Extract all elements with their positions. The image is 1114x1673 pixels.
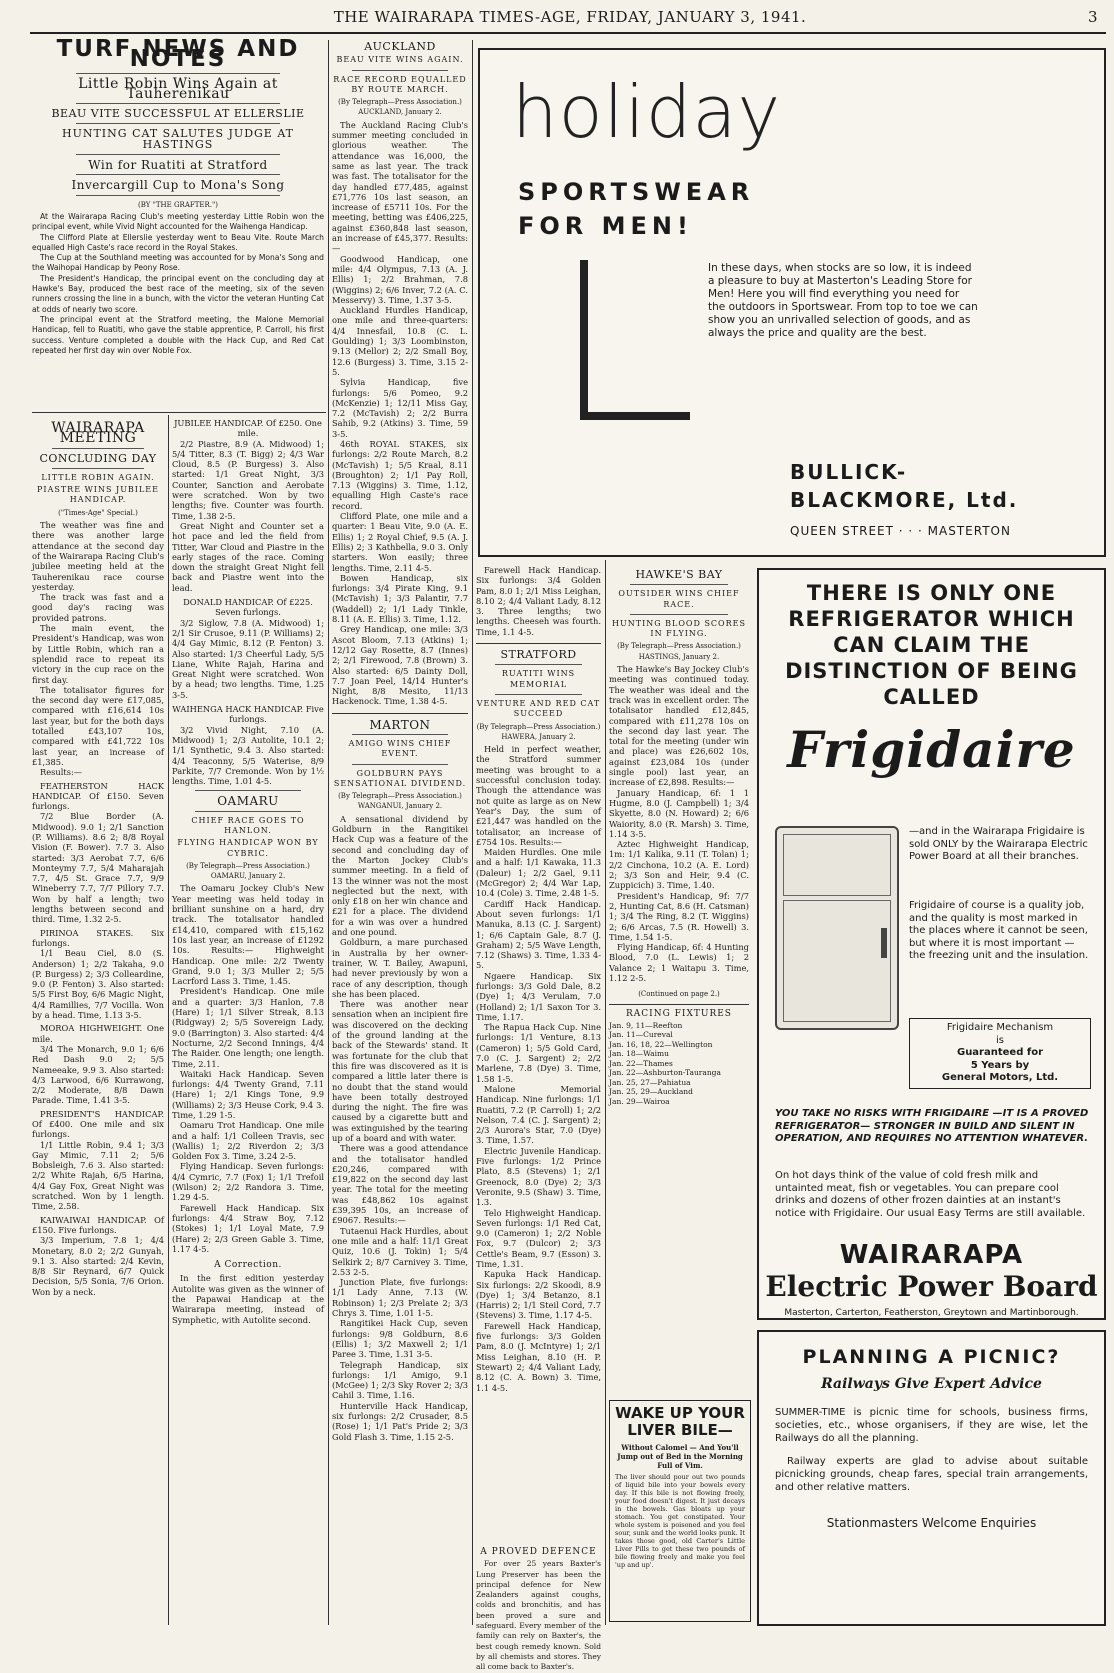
race-result: 46th ROYAL STAKES, six furlongs: 2/2 Route March, 8.2 (McTavish) 1; 5/5 Kraal, 8.11 (Broughton) 2; 1/1 Pay Roll, 7.13 (Wiggins) 3. Time, 1.12, equalling High Caste's race record. xyxy=(332,438,468,511)
race-heading: DONALD HANDICAP. Of £225. Seven furlongs. xyxy=(183,597,313,618)
fixture-item: Jan. 25, 29—Auckland xyxy=(609,1087,693,1097)
correction-text: In the first edition yesterday Autolite was given as the winner of the Papawai Handicap at the Wairarapa meeting, instead of Symphetic, with Autolite second. xyxy=(172,1273,324,1325)
column-rule xyxy=(605,560,606,1625)
race-result: 1/1 Little Robin, 9.4 1; 3/3 Gay Mimic, 7.11 2; 5/6 Bobsleigh, 7.6 3. Also started: 2/2 White Rajah, 6/5 Harina, 4/4 Gay Fox, Great Night was scratched. Won by 1 length. Time, 2.58. xyxy=(32,1139,164,1212)
divider xyxy=(195,811,301,812)
door-handle xyxy=(881,928,887,958)
article-byline: (By Telegraph—Press Association.) HASTINGS, January 2. xyxy=(617,642,741,661)
ad-body: In these days, when stocks are so low, it is indeed a pleasure to buy at Masterton's Leading Store for Men! Here you will find everything you need for the outdoors in Sportswear. From top to toe we can show you an unrivalled selection of goods, and as always the price and quality are the best. xyxy=(708,262,978,339)
ad-headline: PLANNING A PICNIC? xyxy=(802,1346,1061,1368)
race-result: Malone Memorial Handicap. Nine furlongs: 1/1 Ruatiti, 7.2 (P. Carroll) 1; 2/2 Nelson, 7.4 (C. J. Sargent) 2; 2/3 Aurora's Star, 7.0 (Dye) 3. Time, 1.57. xyxy=(476,1083,601,1146)
guarantee-line: Frigidaire Mechanism xyxy=(946,1022,1054,1033)
race-result: Farewell Hack Handicap. Six furlongs: 4/4 Straw Boy, 7.12 (Stokes) 1; 1/1 Loyal Mate, 7.9 (Hare) 2; 2/3 Green Gable 3. Time, 1.17 4-5. xyxy=(172,1202,324,1254)
turf-title: TURF NEWS AND NOTES xyxy=(56,36,300,73)
race-result: Great Night and Counter set a hot pace and led the field from Titter, War Cloud and Piastre in the early stages of the race. Coming down the straight Great Night fell back and Piastre went into the lead. xyxy=(172,520,324,593)
article-byline: ("Times-Age" Special.) xyxy=(58,508,138,517)
guarantee-box xyxy=(909,1018,1091,1089)
fixtures-list xyxy=(609,1021,749,1107)
article-para: The Oamaru Jockey Club's New Year meeting was held today in brilliant sunshine on a hard, dry track. The totalisator handled £14,410, compared with £15,162 10s last year, an increase of £1292 10s. Results:— Highweight Handicap. One mile: 2/2 Twenty Grand, 9.0 1; 3/3 Muller 2; 5/5 Lacrford Lass 3. Time, 1.45. xyxy=(172,883,324,987)
divider xyxy=(52,448,144,449)
fixture-item: Jan. 16, 18, 22—Wellington xyxy=(609,1039,713,1049)
masthead xyxy=(30,8,1110,34)
ad-line-1: SPORTSWEAR xyxy=(518,178,755,206)
article-para: There was another near sensation when an incipient fire was discovered on the decking of the ground landing at the back of the Stewards' stand. It was fortunate for the club that this fire was discovered as it is compared a little later there is no doubt that the stand would have been totally destroyed during the night. The fire was caused by a cigarette butt and was extinguished by the tearing up of a board and with water. xyxy=(332,999,468,1143)
ad-footer: Stationmasters Welcome Enquiries xyxy=(826,1516,1037,1530)
holiday-sportswear-ad xyxy=(478,48,1106,557)
fixture-item: Jan. 11—Cureval xyxy=(609,1030,673,1040)
guarantee-line: is xyxy=(996,1034,1004,1046)
continued-note: (Continued on page 2.) xyxy=(638,990,720,999)
ad-para: Railway experts are glad to advise about suitable picnicking grounds, cheap fares, special train arrangements, and other relative matters. xyxy=(775,1456,1088,1493)
ad-headline: THERE IS ONLY ONE REFRIGERATOR WHICH CAN CLAIM THE DISTINCTION OF BEING CALLED xyxy=(785,581,1078,709)
race-result: Telo Highweight Handicap. Seven furlongs: 1/1 Red Cat, 9.0 (Cameron) 1; 2/2 Noble Fox, 9.7 (Dulcor) 2; 3/3 Cettle's Beam, 9.7 (Esson) 3. Time, 1.31. xyxy=(476,1207,601,1269)
divider xyxy=(52,468,144,469)
frigidaire-ad xyxy=(757,568,1106,1320)
turf-para: The Cup at the Southland meeting was accounted for by Mona's Song and the Waihopai Handicap by Peony Rose. xyxy=(32,253,324,273)
race-result: Bowen Handicap, six furlongs: 3/4 Pirate King, 9.1 (McTavish) 1; 3/3 Palantir, 7.7 (Waddell) 2; 1/1 Lady Tinkle, 8.11 (A. E. Ellis) 3. Time, 1.12. xyxy=(332,572,468,625)
race-result: Flying Handicap. Seven furlongs: 4/4 Cymric, 7.7 (Fox) 1; 1/1 Trefoil (Wilson) 2; 2/2 Randora 3. Time, 1.29 4-5. xyxy=(172,1161,324,1203)
guarantee-line: General Motors, Ltd. xyxy=(941,1072,1059,1083)
article-subhead: FLYING HANDICAP WON BY CYBRIC. xyxy=(177,838,319,858)
article-subhead: VENTURE AND RED CAT SUCCEED xyxy=(476,698,601,719)
race-result: 2/2 Piastre, 8.9 (A. Midwood) 1; 5/4 Titter, 8.3 (T. Bigg) 2; 4/3 War Cloud, 8.5 (P. Burgess) 3. Also started: 1/1 Great Night, 3/3 Counter, Sanction and Aerobate were scratched. Won by two lengths; five. Counter was fourth. Time, 1.38 2-5. xyxy=(172,438,324,521)
article-subhead: OUTSIDER WINS CHIEF RACE. xyxy=(618,589,740,609)
correction-title: A Correction. xyxy=(214,1260,282,1271)
article-para: For over 25 years Baxter's Lung Preserver has been the principal defence for New Zealanders against coughs, colds and bronchitis, and has been proved a sure and safeguard. Every member of the family can rely on Baxter's, the best cough remedy known. Sold by all chemists and stores. They all come back to Baxter's. xyxy=(476,1559,601,1672)
ad-para: —and in the Wairarapa Frigidaire is sold ONLY by the Wairarapa Electric Power Board at all their branches. xyxy=(909,826,1088,862)
turf-para: The President's Handicap, the principal event on the concluding day at Hawke's Bay, produced the best race of the meeting, six of the seven runners crossing the line in a bunch, with the victor the veteran Hunting Cat at odds of nearly two score. xyxy=(32,273,324,314)
divider xyxy=(76,103,280,104)
divider xyxy=(352,734,447,735)
race-result: President's Handicap, 9f: 7/7 2, Hunting Cat, 8.6 (H. Catsman) 1; 3/4 The Ring, 8.2 (T. Wiggins) 2; 6/6 Arcas, 7.5 (R. Howell) 3. Time, 1.54 1-5. xyxy=(609,890,749,942)
divider xyxy=(352,764,447,765)
race-result: President's Handicap. One mile and a quarter: 3/3 Hanlon, 7.8 (Hare) 1; 1/1 Silver Streak, 8.13 (Ridgway) 2; 5/5 Sovereign Lady, 9.0 (Barrington) 3. Also started: 4/4 Nocturne, 2/2 Second Innings, 4/4 The Raider. One length; one length. Time, 2.11. xyxy=(172,986,324,1069)
race-result: 3/2 Vivid Night, 7.10 (A. Midwood) 1; 2/3 Autolite, 10.1 2; 1/1 Synthetic, 9.4 3. Also started: 4/4 Teaconny, 5/5 Waterise, 8/9 Parkite, 7/7 Cremonde. Won by 1½ lengths. Time, 1.01 4-5. xyxy=(172,724,324,787)
race-result: 3/2 Siglow, 7.8 (A. Midwood) 1; 2/1 Sir Crusoe, 9.11 (P. Williams) 2; 4/4 Gay Mimic, 8.12 (P. Fenton) 3. Also started: 1/3 Cheerful Lady, 5/5 Liane, White Rajah, Harina and Great Night were scratched. Won by a head; two lengths. Time, 1.25 3-5. xyxy=(172,617,324,700)
race-result: 3/3 Imperium, 7.8 1; 4/4 Monetary, 8.0 2; 2/2 Gunyah, 9.1 3. Also started: 2/4 Kevin, 8/8 Sir Reynard, 6/7 Quick Decision, 5/5 Sonia, 7/6 Orion. Won by a neck. xyxy=(32,1235,164,1297)
divider xyxy=(630,614,728,615)
ad-body: The liver should pour out two pounds of liquid bile into your bowels every day. If this bile is not flowing freely, your food doesn't digest. It just decays in the bowels. Gas bloats up your stomach. You get constipated. Your whole system is poisoned and you feel sour, sunk and the world looks punk. It takes those good, old Carter's Little Liver Pills to get these two pounds of bile flowing freely and make you feel 'up and up'. xyxy=(615,1473,745,1569)
race-result: Farewell Hack Handicap. Six furlongs: 3/4 Golden Pam, 8.0 1; 2/1 Miss Leighan, 8.10 2; 4/4 Valiant Lady, 8.12 3. Three lengths; two lengths. Cheeseh was fourth. Time, 1.1 4-5. xyxy=(476,565,601,637)
race-result: Grey Handicap, one mile: 3/3 Ascot Bloom, 7.13 (Atkins) 1; 12/12 Gay Rosette, 8.7 (Innes) 2; 2/1 Firewood, 7.8 (Brown) 3. Also started: 6/5 Dainty Doll, 7.7 Joan Peel, 14/14 Hunter's Night, 8/8 Mesito, 11/13 Hackenock. Time, 1.38 4-5. xyxy=(332,624,468,707)
divider xyxy=(32,412,326,413)
ad-bracket-bar xyxy=(580,260,588,420)
ad-headline: WAKE UP YOUR LIVER BILE— xyxy=(615,1404,745,1439)
race-heading: FEATHERSTON HACK HANDICAP. Of £150. Seven furlongs. xyxy=(32,780,164,812)
turf-headline-2: BEAU VITE SUCCESSFUL AT ELLERSLIE xyxy=(51,107,305,121)
divider xyxy=(76,174,280,175)
frigidaire-logo: Frigidaire xyxy=(787,720,1076,779)
fridge-compartment xyxy=(783,900,891,1022)
race-result: The Rapua Hack Cup. Nine furlongs: 1/1 Venture, 8.13 (Cameron) 1; 5/5 Gold Card, 7.0 (C. J. Sargent) 2; 2/2 Marlene, 7.8 (Dye) 3. Time, 1.58 1-5. xyxy=(476,1022,601,1084)
article-para: The weather was fine and there was another large attendance at the second day of the Wairarapa Racing Club's jubilee meeting held at the Tauherenikau race course yesterday. xyxy=(32,520,164,592)
stratford-column xyxy=(476,565,601,1625)
article-para: The totalisator figures for the second day were £17,085, compared with £16,614 10s last year, but for the both days totalled £43,107 10s, compared with £41,722 10s last year, an increase of £1,385. xyxy=(32,684,164,767)
fixtures-title: RACING FIXTURES xyxy=(626,1008,732,1019)
divider xyxy=(195,790,301,791)
article-byline: (By Telegraph—Press Association.) HAWERA, January 2. xyxy=(476,722,601,741)
article-title: AUCKLAND xyxy=(364,40,436,53)
race-result: Farewell Hack Handicap, five furlongs: 3/3 Golden Pam, 8.0 (J. McIntyre) 1; 2/1 Miss Leighan, 8.10 (H. P. Stewart) 2; 4/4 Valiant Lady, 8.12 (C. A. Bown) 3. Time, 1.1 4-5. xyxy=(476,1320,601,1393)
article-subhead: RUATITI WINS MEMORIAL xyxy=(501,669,576,689)
divider xyxy=(495,694,583,695)
board-name-2: Electric Power Board xyxy=(765,1270,1098,1303)
race-result: Tutaenui Hack Hurdles, about one mile and a half: 11/1 Great Quiz, 10.6 (J. Tokin) 1; 5/4 Selkirk 2; 8/7 Carnivey 3. Time, 2.53 2-5. xyxy=(332,1225,468,1277)
turf-para: At the Wairarapa Racing Club's meeting yesterday Little Robin won the principal event, while Vivid Night accounted for the Waihenga Handicap. xyxy=(32,211,324,232)
article-title: STRATFORD xyxy=(500,648,577,662)
wairarapa-meeting-article xyxy=(32,418,164,1623)
article-subhead: RACE RECORD EQUALLED BY ROUTE MARCH. xyxy=(333,74,467,94)
ad-line-2: FOR MEN! xyxy=(518,212,693,240)
article-byline: (By Telegraph—Press Association.) OAMARU, January 2. xyxy=(186,861,310,881)
ad-subhead: Railways Give Expert Advice xyxy=(821,1376,1042,1392)
article-subhead: GOLDBURN PAYS SENSATIONAL DIVIDEND. xyxy=(333,768,467,788)
turf-headline-5: Invercargill Cup to Mona's Song xyxy=(71,178,285,193)
article-subhead: CHIEF RACE GOES TO HANLON. xyxy=(191,815,305,835)
guarantee-line: Guaranteed for xyxy=(956,1047,1043,1058)
race-result: Maiden Hurdles. One mile and a half: 1/1 Kawaka, 11.3 (Daleur) 1; 2/2 Gael, 9.11 (McGregor) 2; 4/4 War Lap, 10.4 (Cole) 3. Time, 2.48 1-5. xyxy=(476,847,601,899)
race-result: Telegraph Handicap, six furlongs: 1/1 Amigo, 9.1 (McGee) 1; 2/3 Sky Rover 2; 3/3 Cahil 3. Time, 1.16. xyxy=(332,1359,468,1401)
divider xyxy=(76,123,280,124)
ad-subhead: Without Calomel — And You'll Jump out of Bed in the Morning Full of Vim. xyxy=(617,1443,743,1470)
proved-defence-article xyxy=(476,1545,601,1672)
divider xyxy=(495,664,583,665)
article-title: WAIRARAPA MEETING xyxy=(51,420,145,447)
auckland-marton-column xyxy=(332,40,468,1625)
article-subhead: AMIGO WINS CHIEF EVENT. xyxy=(348,739,452,759)
article-para: The Hawke's Bay Jockey Club's meeting was continued today. The weather was ideal and the track was in excellent order. The totalisator handled £12,845, compared with £11,278 10s on the second day last year. The total for the meeting (under win and place) was £26,602 10s, against £23,084 10s (under single pool) last year, an increase of £2,898. Results:— xyxy=(609,664,749,788)
race-result: 1/1 Beau Ciel, 8.0 (S. Anderson) 1; 2/2 Takaha, 9.0 (P. Burgess) 2; 3/3 Colleardine, 9.0 (P. Fenton) 3. Also started: 5/5 First Boy, 6/6 Magic Night, 4/4 Ramillies, 7/7 Vocilla. Won by a head. Time, 1.13 3-5. xyxy=(32,948,164,1021)
article-title: A PROVED DEFENCE xyxy=(480,1547,597,1557)
column-rule xyxy=(328,40,329,1625)
ad-warning: YOU TAKE NO RISKS WITH FRIGIDAIRE —IT IS A PROVED REFRIGERATOR— STRONGER IN BUILD AND SILENT IN OPERATION, AND REQUIRES NO ATTENTION WHATEVER. xyxy=(775,1108,1089,1144)
race-result: Cardiff Hack Handicap. About seven furlongs: 1/1 Manuka, 8.13 (C. J. Sargent) 1; 6/6 Captain Gale, 8.7 (J. Graham) 2; 5/5 Wave Length, 7.12 (Shaws) 3. Time, 1.33 4-5. xyxy=(476,898,601,971)
turf-byline: (BY "THE GRAFTER.") xyxy=(138,200,218,209)
race-result: Electric Juvenile Handicap. Five furlongs: 1/2 Prince Plato, 8.5 (Stevens) 1; 2/1 Greenock, 8.0 (Dye) 2; 3/3 Veronite, 9.5 (Shaw) 3. Time, 1.3. xyxy=(476,1145,601,1208)
ad-store-name-1: BULLICK- xyxy=(790,460,908,484)
article-para: Held in perfect weather, the Stratford summer meeting was brought to a successful conclusion today. Though the attendance was not quite as large as on New Year's Day, the sum of £21,447 was handled on the totalisator, an increase of £754 10s. Results:— xyxy=(476,744,601,847)
turf-news-article xyxy=(32,36,324,410)
board-name-1: WAIRARAPA xyxy=(839,1240,1024,1270)
turf-para: The principal event at the Stratford meeting, the Malone Memorial Handicap, fell to Ruatiti, who gave the stable apprentice, P. Carroll, his first success. Venture completed a double with the Hack Cup, and Red Cat repeated her first day win over Noble Fox. xyxy=(32,314,324,355)
hawkes-bay-column xyxy=(609,565,749,1395)
turf-headline-4: Win for Ruatiti at Stratford xyxy=(88,158,268,173)
race-result: Kapuka Hack Handicap. Six furlongs: 2/2 Skoodi, 8.9 (Dye) 1; 3/4 Betanzo, 8.1 (Harris) 2; 1/1 Steil Cord, 7.7 (Stevens) 3. Time, 1.17 4-5. xyxy=(476,1269,601,1321)
race-result: Hunterville Hack Handicap, six furlongs: 2/2 Crusader, 8.5 (Rose) 1; 1/1 Pat's Pride 2; 3/3 Gold Flash 3. Time, 1.15 2-5. xyxy=(332,1400,468,1442)
article-para: The main event, the President's Handicap, was won by Little Robin, which ran a splendid race to repeat its victory in the cup race on the first day. xyxy=(32,623,164,685)
article-subtitle: CONCLUDING DAY xyxy=(39,451,157,465)
board-towns: Masterton, Carterton, Featherston, Greytown and Martinborough. xyxy=(784,1308,1079,1318)
fixture-item: Jan. 29—Wairoa xyxy=(609,1096,670,1106)
turf-headline-1: Little Robin Wins Again at Tauherenikau xyxy=(78,75,278,102)
article-title: MARTON xyxy=(369,717,431,732)
guarantee-line: 5 Years by xyxy=(970,1059,1030,1071)
ad-holiday-word: holiday xyxy=(512,70,782,154)
article-para: The Auckland Racing Club's summer meeting concluded in glorious weather. The attendance was 16,000, the same as last year. The track was fast. The totalisator for the day handled £77,485, against £71,776 10s last season, an increase of £5711 10s. For the meeting, betting was £406,225, against £360,848 last season, an increase of £45,377. Results:— xyxy=(332,119,468,254)
race-result: January Handicap, 6f: 1 1 Hugme, 8.0 (J. Campbell) 1; 3/4 Skyette, 8.0 (N. Howard) 2; 6/6 Waiority, 8.0 (R. Marsh) 3. Time, 1.14 3-5. xyxy=(609,787,749,839)
column-rule xyxy=(168,415,169,1625)
ad-para: Frigidaire of course is a quality job, and the quality is most marked in the places where it cannot be seen, but where it is most important —the freezing unit and the insulation. xyxy=(909,900,1089,961)
race-result: Junction Plate, five furlongs: 1/1 Lady Anne, 7.13 (W. Robinson) 1; 2/3 Prelate 2; 3/3 Chrys 3. Time, 1.01 1-5. xyxy=(332,1277,468,1319)
masthead-title: THE WAIRARAPA TIMES-AGE, FRIDAY, JANUARY 3, 1941. xyxy=(333,8,807,26)
fixture-item: Jan. 18—Waimu xyxy=(609,1049,669,1059)
race-heading: WAIHENGA HACK HANDICAP. Five furlongs. xyxy=(172,704,324,725)
ad-bracket-bar xyxy=(580,412,690,420)
freezer-compartment xyxy=(783,834,891,896)
ad-store-address: QUEEN STREET · · · MASTERTON xyxy=(790,524,1011,538)
fixture-item: Jan. 22—Ashburton-Tauranga xyxy=(609,1068,721,1078)
fixture-item: Jan. 25, 27—Pahiatua xyxy=(609,1077,691,1087)
page-number: 3 xyxy=(1087,8,1098,26)
race-result: Flying Handicap, 6f: 4 Hunting Blood, 7.0 (L. Lewis) 1; 2 Valance 2; 1 Waitapu 3. Time, 1.12 2-5. xyxy=(609,942,749,983)
article-para: The track was fast and a good day's racing was provided patrons. xyxy=(32,592,164,623)
article-title: HAWKE'S BAY xyxy=(635,568,723,581)
race-result: Ngaere Handicap. Six furlongs: 3/3 Gold Dale, 8.2 (Dye) 1; 4/3 Verulam, 7.0 (Holland) 2; 1/1 Saxon Tor 3. Time, 1.17. xyxy=(476,970,601,1022)
race-result: Sylvia Handicap, five furlongs: 5/6 Pomeo, 9.2 (McKenzie) 1; 12/11 Miss Gay, 7.2 (McTavish) 2; 2/2 Burra Sahib, 9.2 (Atkins) 3. Time, 59 3-5. xyxy=(332,377,468,439)
jubilee-oamaru-column xyxy=(172,418,324,1623)
article-para: Results:— xyxy=(40,767,83,778)
turf-para: The Clifford Plate at Ellerslie yesterday went to Beau Vite. Route March equalled High Caste's race record in the Royal Stakes. xyxy=(32,232,324,252)
divider xyxy=(76,195,280,196)
ad-para: On hot days think of the value of cold fresh milk and untainted meat, fish or vegetables. You can prepare cool drinks and dozens of other frozen dainties at an instant's notice with Frigidaire. Our usual Easy Terms are still available. xyxy=(775,1170,1086,1219)
article-para: A sensational dividend by Goldburn in the Rangitikei Hack Cup was a feature of the second and concluding day of the Marton Jockey Club's summer meeting. In a field of 13 the winner was not the most neglected but the next, with only £18 on her win chance and £21 for a place. The dividend for a win was over a hundred and one pound. xyxy=(332,813,468,938)
race-result: Goodwood Handicap, one mile: 4/4 Olympus, 7.13 (A. J. Ellis) 1; 2/2 Brahman, 7.8 (Wiggins) 2; 6/6 Inver, 7.2 (A. C. Messervy) 3. Time, 1.37 3-5. xyxy=(332,253,468,305)
race-result: Oamaru Trot Handicap. One mile and a half: 1/1 Colleen Travis, sec (Wallis) 1; 2/2 Riverdon 2; 3/3 Golden Fox 3. Time, 3.24 2-5. xyxy=(172,1120,324,1162)
fixture-item: Jan. 22—Thames xyxy=(609,1058,673,1068)
refrigerator-illustration xyxy=(775,826,899,1030)
article-byline: (By Telegraph—Press Association.) AUCKLAND, January 2. xyxy=(338,98,462,117)
race-result: Rangitikei Hack Cup, seven furlongs: 9/8 Goldburn, 8.6 (Ellis) 1; 3/2 Maxwell 2; 1/1 Paree 3. Time, 1.31 3-5. xyxy=(332,1318,468,1360)
ad-para: SUMMER-TIME is picnic time for schools, business firms, societies, etc., whose organisers, if they are wise, let the Railways do all the planning. xyxy=(775,1407,1088,1444)
divider xyxy=(332,713,468,714)
divider xyxy=(76,73,280,74)
article-subhead: LITTLE ROBIN AGAIN. xyxy=(41,472,155,482)
railways-picnic-ad xyxy=(757,1330,1106,1626)
race-heading: JUBILEE HANDICAP. Of £250. One mile. xyxy=(174,418,322,439)
race-heading: KAIWAIWAI HANDICAP. Of £150. Five furlongs. xyxy=(32,1214,164,1235)
race-heading: MOROA HIGHWEIGHT. One mile. xyxy=(32,1023,164,1044)
liver-bile-ad xyxy=(609,1400,751,1622)
race-result: Waitaki Hack Handicap. Seven furlongs: 4/4 Twenty Grand, 7.11 (Hare) 1; 2/1 Kings Tone, 9.9 (Williams) 2; 3/3 Heuse Cork, 9.4 3. Time, 1.29 1-5. xyxy=(172,1068,324,1120)
race-heading: PIRINOA STAKES. Six furlongs. xyxy=(32,927,164,948)
article-title: OAMARU xyxy=(217,794,279,809)
race-result: 3/4 The Monarch, 9.0 1; 6/6 Red Dash 9.0 2; 5/5 Nameeake, 9.9 3. Also started: 4/3 Larwood, 6/6 Kurrawong, 2/2 Moderate, 8/8 Dawn Parade. Time, 1.41 3-5. xyxy=(32,1043,164,1106)
race-result: Clifford Plate, one mile and a quarter: 1 Beau Vite, 9.0 (A. E. Ellis) 1; 2 Royal Chief, 9.5 (A. J. Ellis) 2; 3 Kathbella, 9.0 3. Only starters. Won easily; three lengths. Time, 2.11 4-5. xyxy=(332,511,468,573)
race-heading: PRESIDENT'S HANDICAP. Of £400. One mile and six furlongs. xyxy=(32,1108,164,1140)
article-subhead: HUNTING BLOOD SCORES IN FLYING. xyxy=(612,618,746,639)
article-para: Goldburn, a mare purchased in Australia by her owner-trainer, W. T. Bailey, Awapuni, had never previously by won a race of any description, though she has been placed. xyxy=(332,937,468,999)
article-subhead: PIASTRE WINS JUBILEE HANDICAP. xyxy=(37,485,159,505)
turf-headline-3: HUNTING CAT SALUTES JUDGE AT HASTINGS xyxy=(61,127,294,151)
article-subhead: BEAU VITE WINS AGAIN. xyxy=(336,55,464,65)
fixture-item: Jan. 9, 11—Reefton xyxy=(609,1020,683,1030)
divider xyxy=(630,584,728,585)
race-result: 7/2 Blue Border (A. Midwood). 9.0 1; 2/1 Sanction (P. Williams). 8.6 2; 8/8 Royal Vision (F. Bower). 7.7 3. Also started: 3/3 Aerobat 7.7, 6/6 Monteymy 7.7, 5/4 Maharajah 7.7, 4/5 St. Grace 7.7, 9/9 Wineberry 7.7, 7/7 Pillory 7.7. Won by half a length; two lengths between second and third. Time, 1.32 2-5. xyxy=(32,811,164,925)
race-result: Aztec Highweight Handicap, 1m: 1/1 Kalika, 9.11 (T. Tolan) 1; 2/2 Cinchona, 10.2 (A. E. Lord) 2; 3/3 Son and Heir, 9.4 (C. Zuppicich) 3. Time, 1.40. xyxy=(609,839,749,891)
ad-store-name-2: BLACKMORE, Ltd. xyxy=(790,488,1019,512)
divider xyxy=(476,643,601,644)
article-byline: (By Telegraph—Press Association.) WANGANUI, January 2. xyxy=(338,792,462,811)
divider xyxy=(352,70,447,71)
divider xyxy=(76,154,280,155)
masthead-rule xyxy=(30,32,1106,34)
article-para: There was a good attendance and the totalisator handled £20,246, compared with £19,822 on the second day last year. The total for the meeting was £48,862 10s against £39,395 10s, an increase of £9067. Results:— xyxy=(332,1143,468,1226)
divider xyxy=(609,1004,749,1005)
race-result: Auckland Hurdles Handicap, one mile and three-quarters: 4/4 Innesfail, 10.8 (C. L. Goulding) 1; 3/3 Loombinston, 9.13 (Mellor) 2; 2/2 Small Boy, 12.6 (Burgess) 3. Time, 3.15 2-5. xyxy=(332,305,468,377)
column-rule xyxy=(472,40,473,1625)
